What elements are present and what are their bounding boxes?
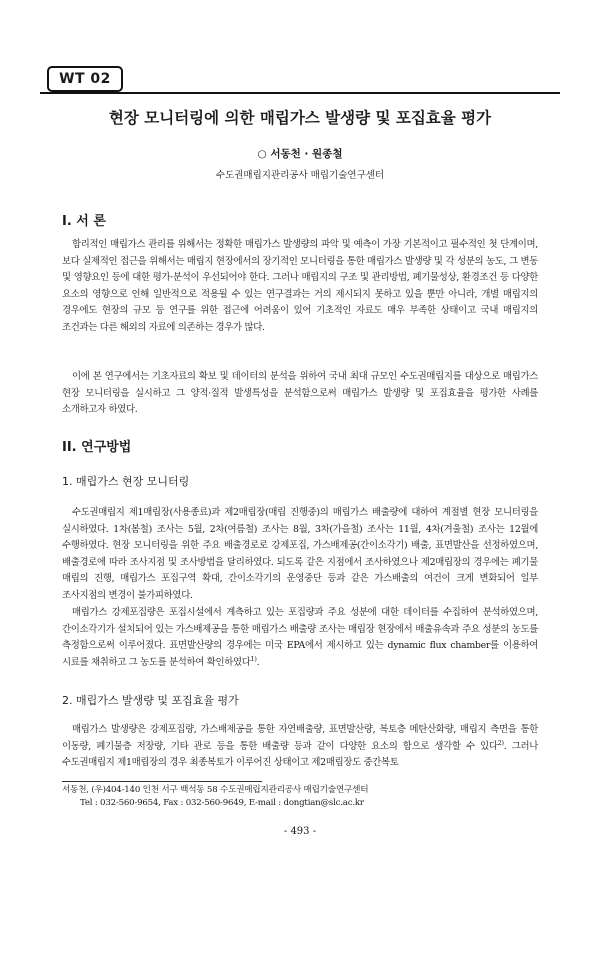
- section-heading-methods: II. 연구방법: [62, 440, 132, 455]
- paper-title: 현장 모니터링에 의한 매립가스 발생량 및 포집효율 평가: [108, 109, 492, 127]
- section-heading-introduction: I. 서 론: [62, 214, 106, 229]
- footnote-address: 서동천, (우)404-140 인천 서구 백석동 58 수도권매립지관리공사 매립기술연구센터: [62, 785, 369, 795]
- affiliation: 수도권매립지관리공사 매립기술연구센터: [215, 170, 385, 181]
- header-rule: [40, 92, 560, 94]
- intro-paragraph-1: 합리적인 매립가스 관리를 위해서는 정확한 매립가스 발생량의 파악 및 예측이 가장 기본적이고 필수적인 첫 단계이며, 보다 실제적인 접근을 위해서는 매립지 현장에서의 장기적인 모니터링을 통한 매립가스 발생량 및 각 성분의 농도, 그 변동 및 영향요인 등에 대한 평가·분석이 우선되어야 한다. 그러나 매립지의 구조 및 관리방법, 폐기물성상, 환경조건 등 다양한 요소의 영향으로 인해 일반적으로 적용될 수 있는 연구결과는 거의 제시되지 못하고 있을 뿐만 아니라, 개별 매립지의 경우에도 현장의 규모 등 연구를 위한 접근에 어려움이 있어 기초적인 자료도 매우 부족한 상태이고 국내 매립지의 조건과는 다른 해외의 자료에 의존하는 경우가 많다.: [62, 239, 538, 333]
- methods-paragraph-2: 매립가스 강제포집량은 포집시설에서 계측하고 있는 포집량과 주요 성분에 대한 데이터를 수집하여 분석하였으며, 간이소각기가 설치되어 있는 가스배제공을 통한 매립가스 배출량 조사는 매립장 현장에서 배출유속과 주요 성분의 농도를 측정함으로써 이루어졌다. 표면발산량의 경우에는 미국 EPA에서 제시하고 있는 dynamic flux chamber를 이용하여 시료를 채취하고 그 농도를 분석하여 확인하였다$^{1)}$.: [62, 607, 538, 668]
- methods-paragraph-1: 수도권매립지 제1매립장(사용종료)과 제2매립장(매립 진행중)의 매립가스 배출량에 대하여 계절별 현장 모니터링을 실시하였다. 1차(봄철) 조사는 5월, 2차(여름철) 조사는 8월, 3차(가을철) 조사는 11월, 4차(겨울철) 조사는 12월에 수행하였다. 현장 모니터링을 위한 주요 배출경로로 강제포집, 가스배제공(간이소각기) 배출, 표면발산을 선정하였으며, 배출경로에 따라 조사지점 및 조사방법을 달리하였다. 되도록 같은 지점에서 조사하였으나 제2매립장의 경우에는 폐기물 매립의 진행, 매립가스 포집구역 확대, 간이소각기의 운영중단 등과 같은 가스배출의 여건이 크게 변화되어 일부 조사지점의 변경이 불가피하였다.: [62, 507, 538, 601]
- footnote-rule: [62, 781, 262, 782]
- footnote-contact: Tel : 032-560-9654, Fax : 032-560-9649, E-mail : dongtian@slc.ac.kr: [80, 798, 364, 808]
- generation-paragraph-1: 매립가스 발생량은 강제포집량, 가스배제공을 통한 자연배출량, 표면발산량, 복토층 메탄산화량, 매립지 측면을 통한 이동량, 폐기물층 저장량, 기타 관로 등을 통한 배출량 등과 같이 다양한 요소의 합으로 생각할 수 있다$^{2)}$. 그러나 수도권매립지 제1매립장의 경우 최종복토가 이루어진 상태이고 제2매립장도 중간복토: [62, 724, 538, 769]
- session-badge: WT 02: [47, 66, 123, 92]
- reference-1: 1): [250, 654, 257, 663]
- page-number: - 493 -: [283, 826, 317, 837]
- subsection-heading-monitoring: 1. 매립가스 현장 모니터링: [62, 475, 190, 488]
- subsection-heading-generation: 2. 매립가스 발생량 및 포집효율 평가: [62, 694, 239, 707]
- author-footnote: [62, 784, 552, 810]
- authors: ○ 서동천 · 원종철: [257, 148, 343, 160]
- reference-2: 2): [497, 738, 504, 747]
- intro-paragraph-2: 이에 본 연구에서는 기초자료의 확보 및 데이터의 분석을 위하여 국내 최대 규모인 수도권매립지를 대상으로 매립가스 현장 모니터링을 실시하고 그 양적·질적 발생특성을 분석함으로써 매립가스 발생량 및 포집효율을 평가한 사례를 소개하고자 하였다.: [62, 371, 538, 416]
